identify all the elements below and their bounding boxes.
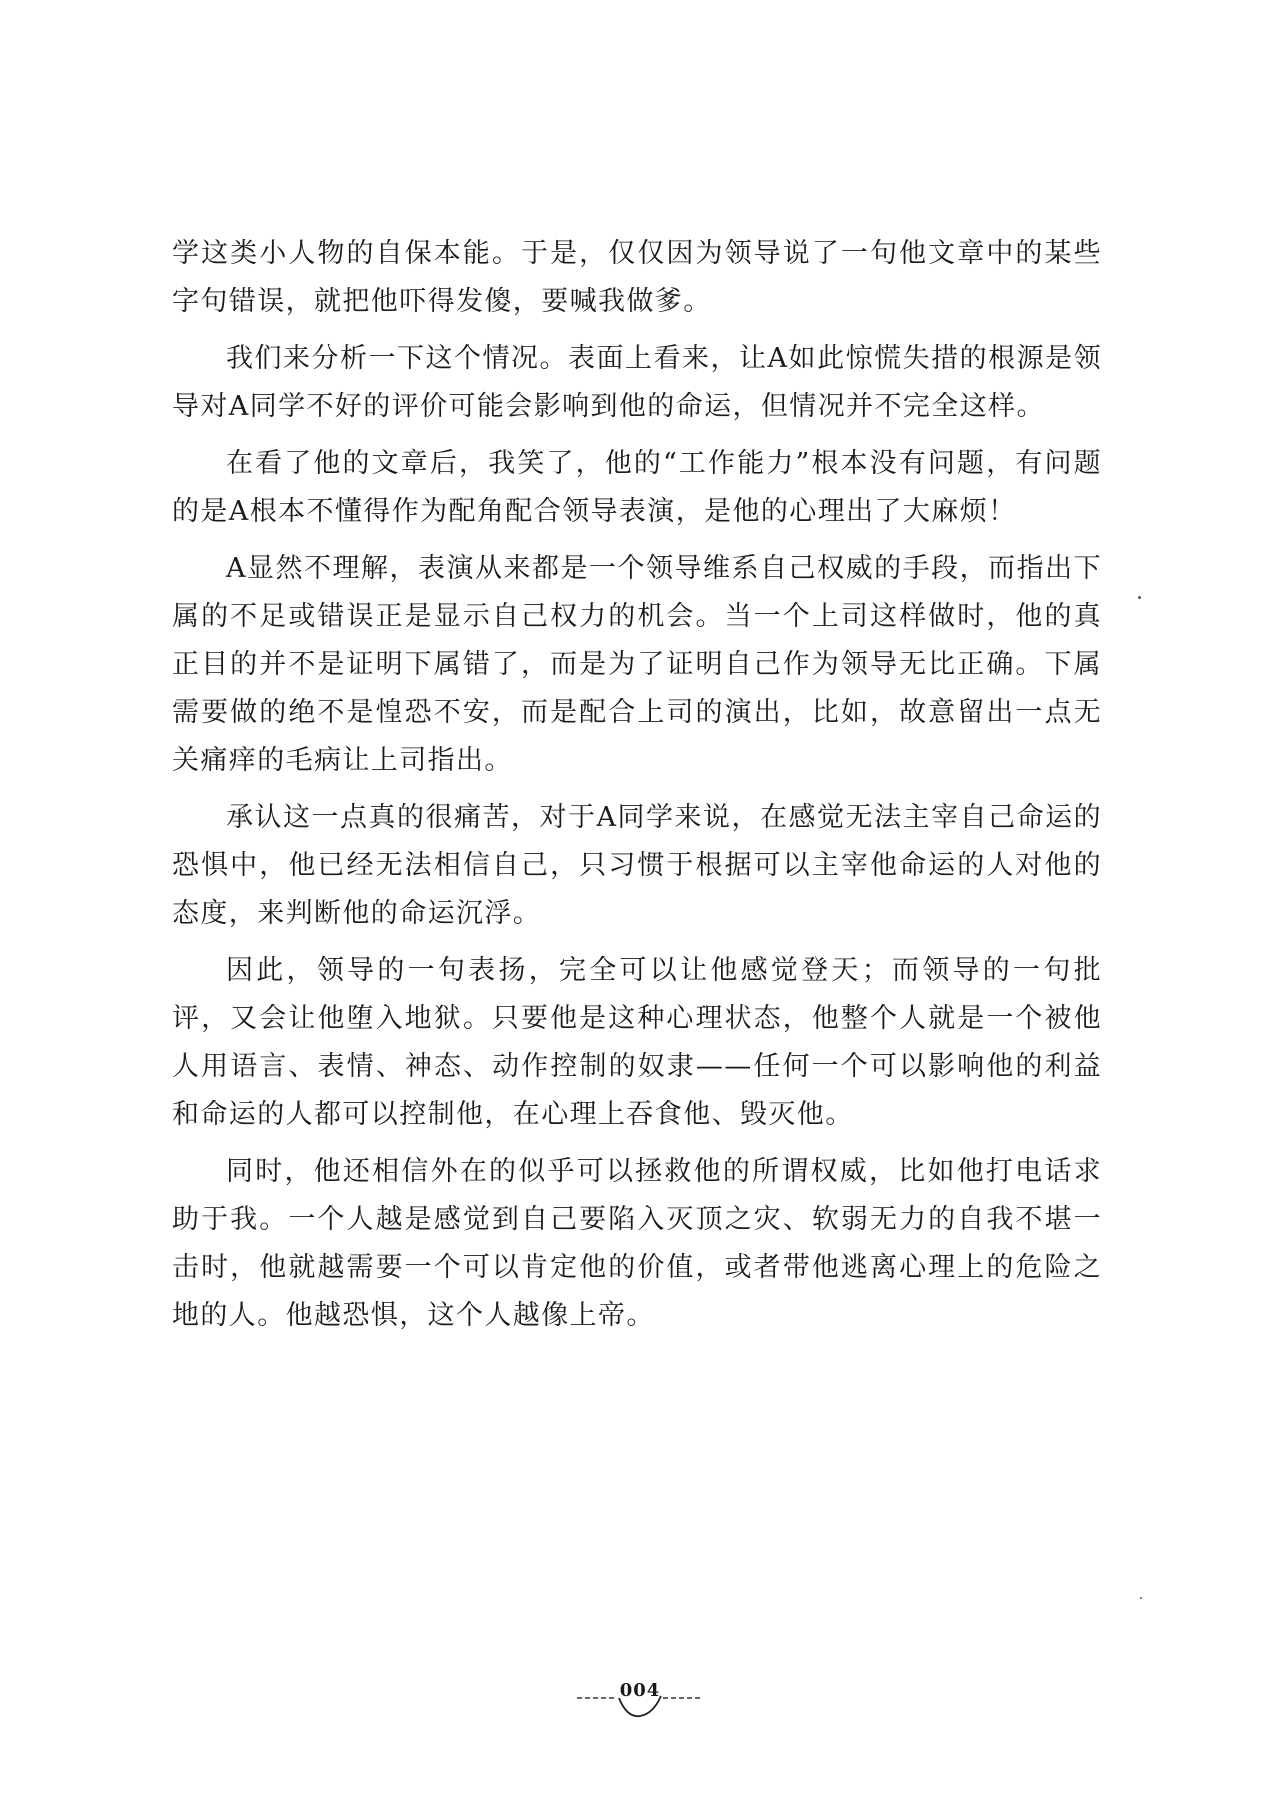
body-text xyxy=(172,230,1102,1349)
paragraph-5: 承认这一点真的很痛苦，对于A同学来说，在感觉无法主宰自己命运的恐惧中，他已经无法相信自己，只习惯于根据可以主宰他命运的人对他的态度，来判断他的命运沉浮。 xyxy=(172,802,1102,929)
paragraph-7: 同时，他还相信外在的似乎可以拯救他的所谓权威，比如他打电话求助于我。一个人越是感觉到自己要陷入灭顶之灾、软弱无力的自我不堪一击时，他就越需要一个可以肯定他的价值，或者带他逃离心理上的危险之地的人。他越恐惧，这个人越像上帝。 xyxy=(172,1156,1102,1331)
paragraph-4: A显然不理解，表演从来都是一个领导维系自己权威的手段，而指出下属的不足或错误正是显示自己权力的机会。当一个上司这样做时，他的真正目的并不是证明下属错了，而是为了证明自己作为领导无比正确。下属需要做的绝不是惶恐不安，而是配合上司的演出，比如，故意留出一点无关痛痒的毛病让上司指出。 xyxy=(172,553,1102,776)
page-footer xyxy=(575,1680,705,1720)
page-number: 004 xyxy=(619,1680,661,1701)
paragraph-3: 在看了他的文章后，我笑了，他的“工作能力”根本没有问题，有问题的是A根本不懂得作为配角配合领导表演，是他的心理出了大麻烦！ xyxy=(172,448,1102,527)
scan-speck xyxy=(1138,596,1141,599)
paragraph-1: 学这类小人物的自保本能。于是，仅仅因为领导说了一句他文章中的某些字句错误，就把他吓得发傻，要喊我做爹。 xyxy=(172,238,1102,317)
paragraph-6: 因此，领导的一句表扬，完全可以让他感觉登天；而领导的一句批评，又会让他堕入地狱。只要他是这种心理状态，他整个人就是一个被他人用语言、表情、神态、动作控制的奴隶——任何一个可以影响他的利益和命运的人都可以控制他，在心理上吞食他、毁灭他。 xyxy=(172,955,1102,1130)
paragraph-2: 我们来分析一下这个情况。表面上看来，让A如此惊慌失措的根源是领导对A同学不好的评价可能会影响到他的命运，但情况并不完全这样。 xyxy=(172,343,1102,422)
scan-speck xyxy=(1140,1597,1142,1599)
